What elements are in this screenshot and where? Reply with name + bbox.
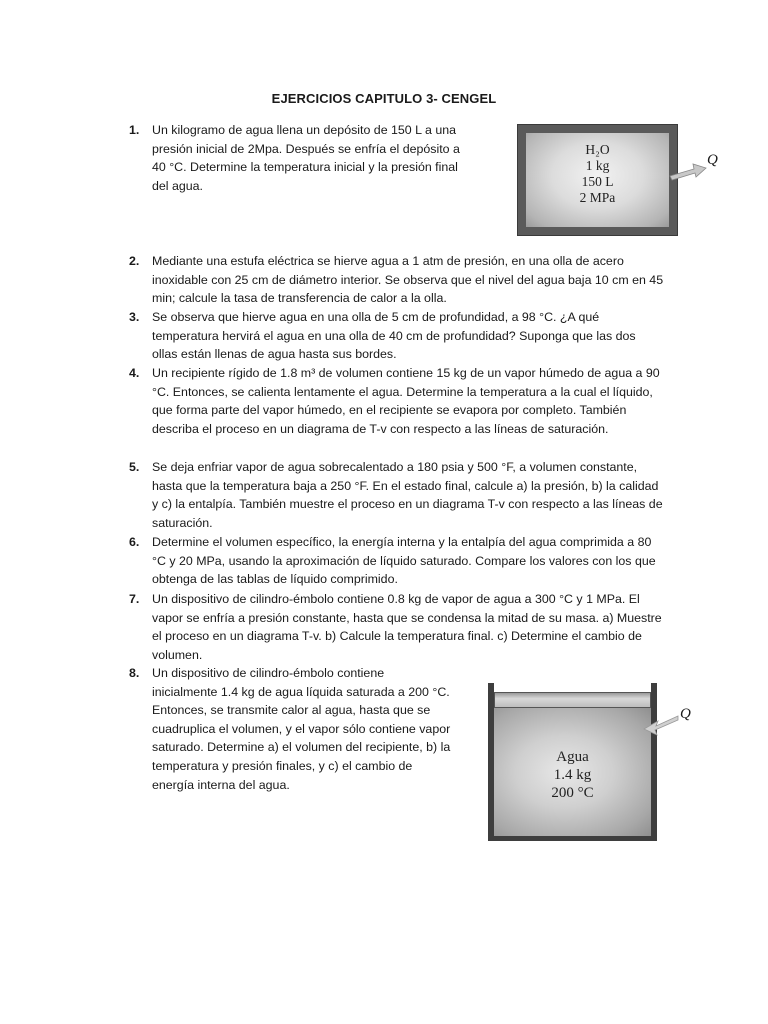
tank-label-mass: 1 kg [585, 158, 610, 173]
cylinder-label-mass: 1.4 kg [553, 767, 592, 783]
document-title: EJERCICIOS CAPITULO 3- CENGEL [271, 91, 497, 106]
exercise-1-text: Un kilogramo de agua llena un depósito de 150 L a una presión inicial de 2Mpa. Después se enfría el depósito a 40 °C. Determine la temperatura inicial y la presión final del agua. [152, 123, 460, 193]
exercise-5-number: 5. [129, 460, 140, 474]
tank-label [518, 142, 677, 206]
exercise-4-text: Un recipiente rígido de 1.8 m³ de volumen contiene 15 kg de un vapor húmedo de agua a 90 °C. Entonces, se calienta lentamente el agua. Determine la temperatura a la cual el líquido, que forma parte del vapor húmedo, en el recipiente se evapora por completo. También describa el proceso en un diagrama de T-v con respecto a las líneas de saturación. [152, 366, 660, 436]
exercise-3-text: Se observa que hierve agua en una olla de 5 cm de profundidad, a 98 °C. ¿A qué temperatura hervirá el agua en una olla de 40 cm de profundidad? Suponga que las dos ollas están llenas de agua hasta sus bordes. [152, 310, 636, 362]
cylinder-bottom [488, 836, 657, 841]
exercise-8-number: 8. [129, 666, 140, 680]
piston [494, 692, 651, 708]
exercise-2-number: 2. [129, 254, 140, 268]
heat-label: Q [680, 706, 691, 722]
exercise-6-number: 6. [129, 535, 140, 549]
tank-label-pressure: 2 MPa [579, 190, 616, 205]
exercise-7-text: Un dispositivo de cilindro-émbolo contiene 0.8 kg de vapor de agua a 300 °C y 1 MPa. El vapor se enfría a presión constante, hasta que se condensa la mitad de su masa. a) Muestre el proceso en un diagrama T-v. b) Calcule la temperatura final. c) Determine el cambio de volumen. [152, 592, 662, 662]
heat-arrow-icon [640, 710, 680, 740]
exercise-2-text: Mediante una estufa eléctrica se hierve agua a 1 atm de presión, en una olla de acero inoxidable con 25 cm de diámetro interior. Se observa que el nivel del agua baja 10 cm en 45 min; calcule la tasa de transferencia de calor a la olla. [152, 254, 664, 306]
exercise-5-text: Se deja enfriar vapor de agua sobrecalentado a 180 psia y 500 °F, a volumen constante, hasta que la temperatura baja a 250 °F. En el estado final, calcule a) la presión, b) la calidad y c) la entalpía. También muestre el proceso en un diagrama T-v con respecto a las líneas de saturación. [152, 460, 663, 530]
tank-label-substance: H₂O [585, 142, 610, 157]
cylinder-label-substance: Agua [556, 749, 589, 765]
tank-label-volume: 150 L [581, 174, 614, 189]
exercise-1-number: 1. [129, 123, 140, 137]
cylinder-label-temperature: 200 °C [551, 785, 594, 801]
exercise-8-text: Un dispositivo de cilindro-émbolo contiene inicialmente 1.4 kg de agua líquida saturada a 200 °C. Entonces, se transmite calor al agua, hasta que se cuadruplica el volumen, y el vapor sólo contiene vapor saturado. Determine a) el volumen del recipiente, b) la temperatura y presión finales, y c) el cambio de energía interna del agua. [152, 666, 451, 792]
tank-figure [517, 124, 678, 236]
exercise-6-text: Determine el volumen específico, la energía interna y la entalpía del agua comprimida a 80 °C y 20 MPa, usando la aproximación de líquido saturado. Compare los valores con los que obtenga de las tablas de líquido comprimido. [152, 535, 656, 587]
exercise-4-number: 4. [129, 366, 140, 380]
heat-arrow-icon [668, 158, 708, 182]
exercise-7-number: 7. [129, 592, 140, 606]
heat-label: Q [707, 152, 718, 168]
cylinder-label [488, 748, 657, 802]
exercise-3-number: 3. [129, 310, 140, 324]
piston-cylinder-figure [488, 683, 657, 841]
